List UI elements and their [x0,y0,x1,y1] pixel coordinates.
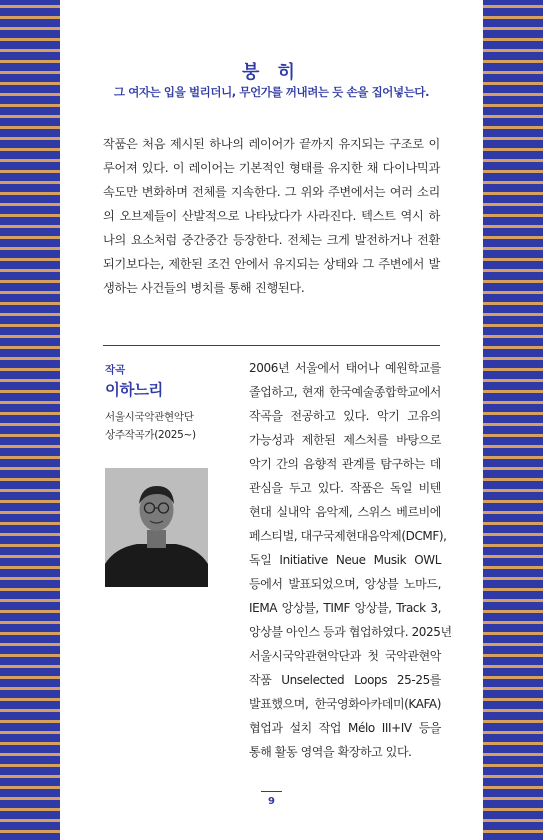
affiliation-line: 상주작곡가(2025~) [105,429,196,441]
left-decorative-stripes [0,0,60,840]
piece-description: 작품은 처음 제시된 하나의 레이어가 끝까지 유지되는 구조로 이루어져 있다. 이 레이어는 기본적인 형태를 유지한 채 다이나믹과 속도만 변화하며 전체를 지속한다. 그 위와 주변에서는 여러 소리의 오브제들이 산발적으로 나타났다가 사라진다. 텍스트 역시 하나의 요소처럼 중간중간 등장한다. 전체는 크게 발전하거나 전환되기보다는, 제한된 조건 안에서 유지되는 상태와 그 주변에서 발생하는 사건들의 병치를 통해 진행된다. [103,137,440,295]
composer-biography [249,356,452,764]
right-decorative-stripes [483,0,543,840]
affiliation-line: 서울시국악관현악단 [105,411,194,423]
piece-subtitle: 그 여자는 입을 벌리더니, 무언가를 꺼내려는 듯 손을 집어넣는다. [113,85,430,99]
bio-line: 현대 실내악 음악제, 스위스 베르비에 [249,505,441,519]
bio-line: 가능성과 제한된 제스처를 바탕으로 [249,433,441,447]
page-number: 9 [268,796,275,807]
bio-line: 작곡을 전공하고 있다. 악기 고유의 [249,409,441,423]
composer-portrait-image [105,468,208,587]
composer-name: 이하느리 [105,381,163,399]
bio-line: 앙상블 아인스 등과 협업하였다. 2025년 [249,625,452,639]
bio-line: IEMA 앙상블, TIMF 앙상블, Track 3, [249,601,441,615]
bio-line: 졸업하고, 현재 한국예술종합학교에서 [249,385,441,399]
bio-line: 2006년 서울에서 태어나 예원학교를 [249,361,441,375]
composer-affiliation [105,408,235,444]
bio-line: 발표했으며, 한국영화아카데미(KAFA) [249,697,441,711]
bio-line: 관심을 두고 있다. 작품은 독일 비텐 [249,481,441,495]
section-divider [103,345,440,346]
composer-photo [105,468,208,587]
bio-line: 작품 Unselected Loops 25-25를 [249,673,441,687]
bio-line: 독일 Initiative Neue Musik OWL [249,553,441,567]
bio-line: 협업과 설치 작업 Mélo III+IV 등을 [249,721,441,735]
piece-title: 붕 히 [241,62,302,83]
bio-line: 페스티벌, 대구국제현대음악제(DCMF), [249,529,447,543]
composer-role-label: 작곡 [105,364,126,376]
bio-line: 악기 간의 음향적 관계를 탐구하는 데 [249,457,441,471]
bio-line: 서울시국악관현악단과 첫 국악관현악 [249,649,441,663]
bio-line: 등에서 발표되었으며, 앙상블 노마드, [249,577,441,591]
bio-line: 통해 활동 영역을 확장하고 있다. [249,745,412,759]
page-number-rule [261,791,282,792]
